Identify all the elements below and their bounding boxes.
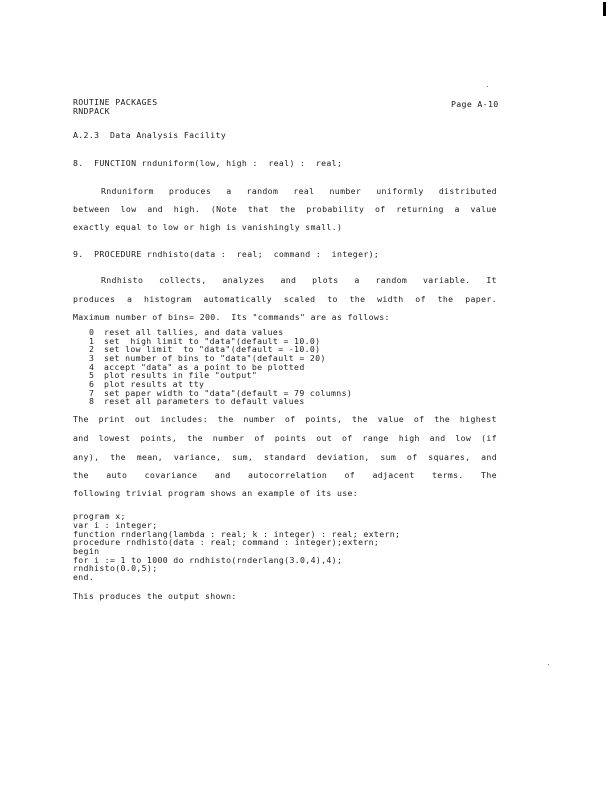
code-line: for i := 1 to 1000 do rndhisto(rnderlang(3.0,4),4); [73,555,343,565]
scan-speck [548,664,549,665]
command-text: plot results in file "output" [104,370,258,380]
command-code: 8 [89,396,95,406]
command-text: accept "data" as a point to be plotted [104,362,305,372]
margin-mark [603,2,606,16]
command-code: 5 [89,370,95,380]
command-code: 7 [89,388,95,398]
code-line: program x; [73,511,126,521]
command-text: set high limit to "data"(default = 10.0) [104,336,321,346]
running-header-title: ROUTINE PACKAGES [73,97,158,107]
code-line: end. [73,572,95,582]
code-line: rndhisto(0.0,5); [73,563,158,573]
command-code: 3 [89,353,95,363]
code-line: var i : integer; [73,520,158,530]
item-8-line: exactly equal to low or high is vanishingly small.) [73,222,343,232]
command-text: plot results at tty [104,379,205,389]
printout-line: and lowest points, the number of points out of range high and low (if [73,433,497,443]
printout-line: following trivial program shows an example of its use: [73,488,359,498]
item-8-line: between low and high. (Note that the probability of returning a value [73,204,497,214]
command-code: 2 [89,344,95,354]
command-code: 1 [89,336,95,346]
printout-line: any), the mean, variance, sum, standard deviation, sum of squares, and [73,452,497,462]
command-text: set low limit to "data"(default = -10.0) [104,344,321,354]
command-text: reset all parameters to default values [104,396,305,406]
command-code: 6 [89,379,95,389]
scan-speck [487,86,488,87]
command-text: set number of bins to "data"(default = 20) [104,353,326,363]
command-text: reset all tallies, and data values [104,327,284,337]
item-9-line: Maximum number of bins= 200. Its "commands" are as follows: [73,312,390,322]
printout-line: The print out includes: the number of points, the value of the highest [73,414,497,424]
code-line: function rnderlang(lambda : real; k : integer) : real; extern; [73,529,401,539]
item-9-heading: 9. PROCEDURE rndhisto(data : real; command : integer); [73,249,380,259]
item-8-line: Rnduniform produces a random real number uniformly distributed [101,186,497,196]
command-code: 4 [89,362,95,372]
section-heading: A.2.3 Data Analysis Facility [73,130,227,140]
command-text: set paper width to "data"(default = 79 columns) [104,388,353,398]
item-8-heading: 8. FUNCTION rnduniform(low, high : real) : real; [73,158,343,168]
page-number: Page A-10 [451,99,499,109]
command-code: 0 [89,327,95,337]
printout-line: the auto covariance and autocorrelation of adjacent terms. The [73,470,497,480]
closing-line: This produces the output shown: [73,591,237,601]
code-line: procedure rndhisto(data : real; command : integer);extern; [73,537,380,547]
item-9-line: produces a histogram automatically scaled to the width of the paper. [73,294,497,304]
code-line: begin [73,546,100,556]
running-header-subtitle: RNDPACK [73,106,110,116]
item-9-line: Rndhisto collects, analyzes and plots a random variable. It [101,275,497,285]
